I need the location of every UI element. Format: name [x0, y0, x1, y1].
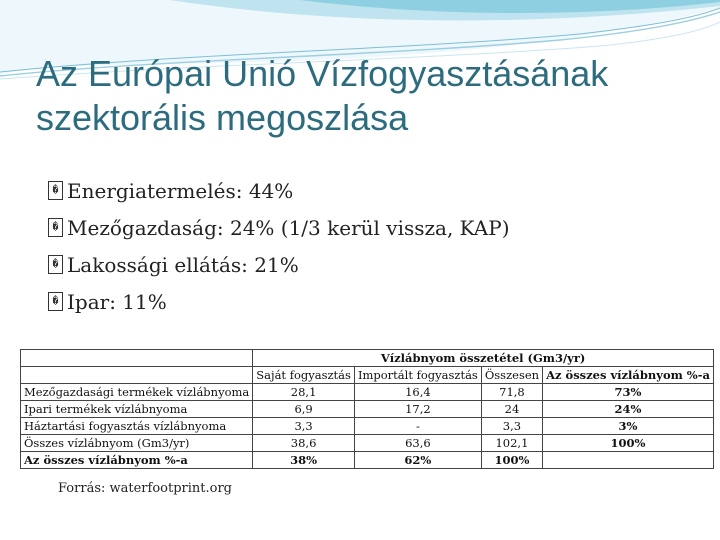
row-label: Mezőgazdasági termékek vízlábnyoma [21, 384, 253, 401]
title-line-1: Az Európai Unió Vízfogyasztásának [36, 53, 609, 94]
source-note: Forrás: waterfootprint.org [58, 481, 232, 496]
table-cell: 38,6 [253, 435, 355, 452]
table-column-header-row [21, 367, 714, 384]
table-cell: 62% [354, 452, 481, 469]
title-line-2: szektorális megoszlása [36, 97, 409, 138]
table-row [21, 418, 714, 435]
table-cell: 71,8 [481, 384, 542, 401]
bullet-list [48, 172, 510, 320]
column-header: Importált fogyasztás [354, 367, 481, 384]
bullet-glyph-icon: � [48, 181, 63, 200]
table-cell: 3% [543, 418, 714, 435]
table-cell: 102,1 [481, 435, 542, 452]
row-label: Az összes vízlábnyom %-a [21, 452, 253, 469]
bullet-item [48, 172, 510, 209]
table-cell: 24 [481, 401, 542, 418]
table-corner-cell [21, 350, 253, 367]
bullet-item [48, 283, 510, 320]
column-header: Az összes vízlábnyom %-a [543, 367, 714, 384]
column-header: Összesen [481, 367, 542, 384]
table-cell: 38% [253, 452, 355, 469]
table-group-header-row [21, 350, 714, 367]
table-cell: - [354, 418, 481, 435]
table-cell: 3,3 [481, 418, 542, 435]
row-label: Háztartási fogyasztás vízlábnyoma [21, 418, 253, 435]
column-header: Saját fogyasztás [253, 367, 355, 384]
bullet-glyph-icon: � [48, 218, 63, 237]
slide-title [36, 52, 696, 140]
bullet-text: Lakossági ellátás: 21% [67, 252, 299, 277]
bullet-glyph-icon: � [48, 292, 63, 311]
row-label: Összes vízlábnyom (Gm3/yr) [21, 435, 253, 452]
table-cell: 3,3 [253, 418, 355, 435]
table-cell: 100% [481, 452, 542, 469]
water-footprint-table [20, 349, 714, 469]
bullet-text: Ipar: 11% [67, 289, 167, 314]
row-label: Ipari termékek vízlábnyoma [21, 401, 253, 418]
bullet-item [48, 209, 510, 246]
bullet-item [48, 246, 510, 283]
table-cell [543, 452, 714, 469]
table-cell: 16,4 [354, 384, 481, 401]
table-row [21, 452, 714, 469]
bullet-text: Energiatermelés: 44% [67, 178, 294, 203]
bullet-text: Mezőgazdaság: 24% (1/3 kerül vissza, KAP) [67, 215, 510, 240]
table-cell: 28,1 [253, 384, 355, 401]
table-group-header: Vízlábnyom összetétel (Gm3/yr) [253, 350, 714, 367]
table-cell: 63,6 [354, 435, 481, 452]
table-cell: 24% [543, 401, 714, 418]
table-cell: 100% [543, 435, 714, 452]
table-cell: 17,2 [354, 401, 481, 418]
table-row [21, 435, 714, 452]
table-cell: 6,9 [253, 401, 355, 418]
bullet-glyph-icon: � [48, 255, 63, 274]
table-cell: 73% [543, 384, 714, 401]
table-corner-cell [21, 367, 253, 384]
table-row [21, 384, 714, 401]
table-row [21, 401, 714, 418]
